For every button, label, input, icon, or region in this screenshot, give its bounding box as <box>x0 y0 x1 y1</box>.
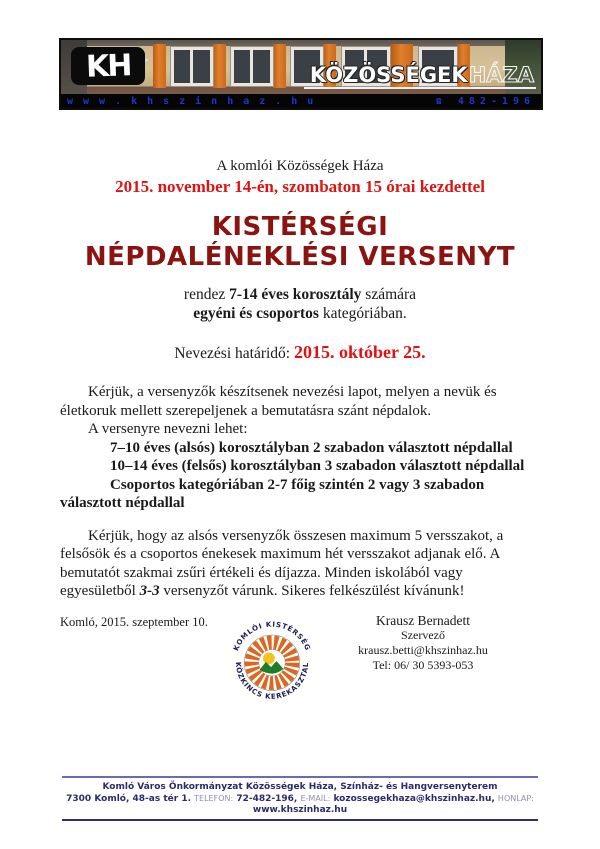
footer-org-line: Komló Város Önkormányzat Közösségek Háza, Színház- és Hangversenyterem <box>102 782 498 792</box>
contact-block <box>328 613 518 673</box>
photo-window <box>171 47 213 86</box>
paragraph-rules <box>60 527 540 601</box>
brand-bold-text: KÖZÖSSÉGEK <box>309 63 468 87</box>
kh-logo <box>71 47 145 85</box>
photo-window-bar <box>190 50 193 83</box>
event-title-line1: KISTÉRSÉGI <box>211 212 389 242</box>
footer-email: kozossegekhaza@khszinhaz.hu, <box>333 794 495 804</box>
subtitle-post: számára <box>361 286 417 303</box>
footer-tel: 72-482-196, <box>236 794 298 804</box>
header-phone <box>436 96 535 107</box>
deadline-line <box>0 342 600 363</box>
subtitle-post2: kategóriában. <box>318 305 407 322</box>
kozkincs-stamp-logo <box>228 617 316 705</box>
contact-phone: Tel: 06/ 30 5393-053 <box>372 657 474 672</box>
deadline-date: 2015. október 25. <box>293 342 426 362</box>
contact-email: krausz.betti@khszinhaz.hu <box>358 642 488 657</box>
photo-pillar <box>273 44 286 88</box>
header-banner <box>59 38 543 110</box>
rules-text-b: versenyzőt várunk. Sikeres felkészülést kívánunk! <box>159 583 465 599</box>
header-url: www.khszinhaz.hu <box>67 95 324 107</box>
category-item: 10–14 éves (felsős) korosztályban 3 szabadon választott népdallal <box>110 458 525 474</box>
event-date-line: 2015. november 14-én, szombaton 15 órai kezdettel <box>115 177 485 196</box>
photo-window <box>231 47 273 86</box>
subtitle-categories: egyéni és csoportos <box>193 305 319 322</box>
header-phone-number: 482-196 <box>457 95 535 107</box>
body-text <box>60 383 540 601</box>
subtitle-age-range: 7-14 éves korosztály <box>229 286 362 303</box>
footer-email-label: E-MAIL: <box>300 794 331 803</box>
footer-web: www.khszinhaz.hu <box>252 805 348 815</box>
contact-role: Szervező <box>401 627 445 642</box>
event-title-line2: NÉPDALÉNEKLÉSI VERSENYT <box>84 242 516 272</box>
brand-light-text: HÁZA <box>468 63 534 87</box>
footer-tel-label: TELEFON: <box>194 794 234 803</box>
organizer-line: A komlói Közösségek Háza <box>216 158 384 174</box>
subtitle-line1 <box>0 285 600 304</box>
footer-address: 7300 Komló, 48-as tér 1. <box>66 794 192 804</box>
stamp-sun <box>262 651 275 664</box>
event-subtitle <box>0 285 600 323</box>
rules-count: 3-3 <box>139 583 160 599</box>
footer-bar <box>62 776 538 821</box>
event-title <box>0 212 600 272</box>
category-item: 7–10 éves (alsós) korosztályban 2 szabadon választott népdallal <box>110 439 513 456</box>
header-url-bar <box>61 94 541 108</box>
signature-date: Komló, 2015. szeptember 10. <box>60 614 208 629</box>
photo-pillar <box>153 44 166 88</box>
rules-text-a: Kérjük, hogy az alsós versenyzők összesen maximum 5 versszakot, a felsősök és a csoportos énekesek maximum hét versszakot adjanak elő. A bemutatót szakmai zsűri értékeli és díjazza. Minden iskolából vagy egyesületből <box>60 527 504 599</box>
stamp-text-top: KOMLÓI KISTÉRSÉG <box>231 619 313 652</box>
kh-logo-text: KH <box>85 47 131 85</box>
paragraph-entry-info: Kérjük, a versenyzők készítsenek nevezési lapot, melyen a nevük és életkoruk mellett szerepeljenek a bemutatásra szánt népdalok. <box>60 384 497 419</box>
building-photo <box>61 40 541 94</box>
category-item: Csoportos kategóriában 2-7 főig szintén 2 vagy 3 szabadon választott népdallal <box>60 476 485 511</box>
footer-web-label: HONLAP: <box>497 794 534 803</box>
footer-contact-line <box>62 793 538 816</box>
subtitle-line2 <box>0 304 600 323</box>
phone-icon: ☎ <box>435 95 447 107</box>
deadline-label: Nevezési határidő: <box>174 345 294 362</box>
photo-window-bar <box>250 50 253 83</box>
photo-pillar <box>213 44 226 88</box>
signature-row <box>60 613 540 725</box>
subtitle-pre: rendez <box>183 286 230 303</box>
brand-wordmark <box>304 64 536 89</box>
paragraph-categories-intro: A versenyre nevezni lehet: <box>88 421 248 437</box>
contact-name: Krausz Bernadett <box>375 612 471 628</box>
stamp-text-bottom: KÖZKINCS KEREKASZTAL <box>233 661 311 701</box>
